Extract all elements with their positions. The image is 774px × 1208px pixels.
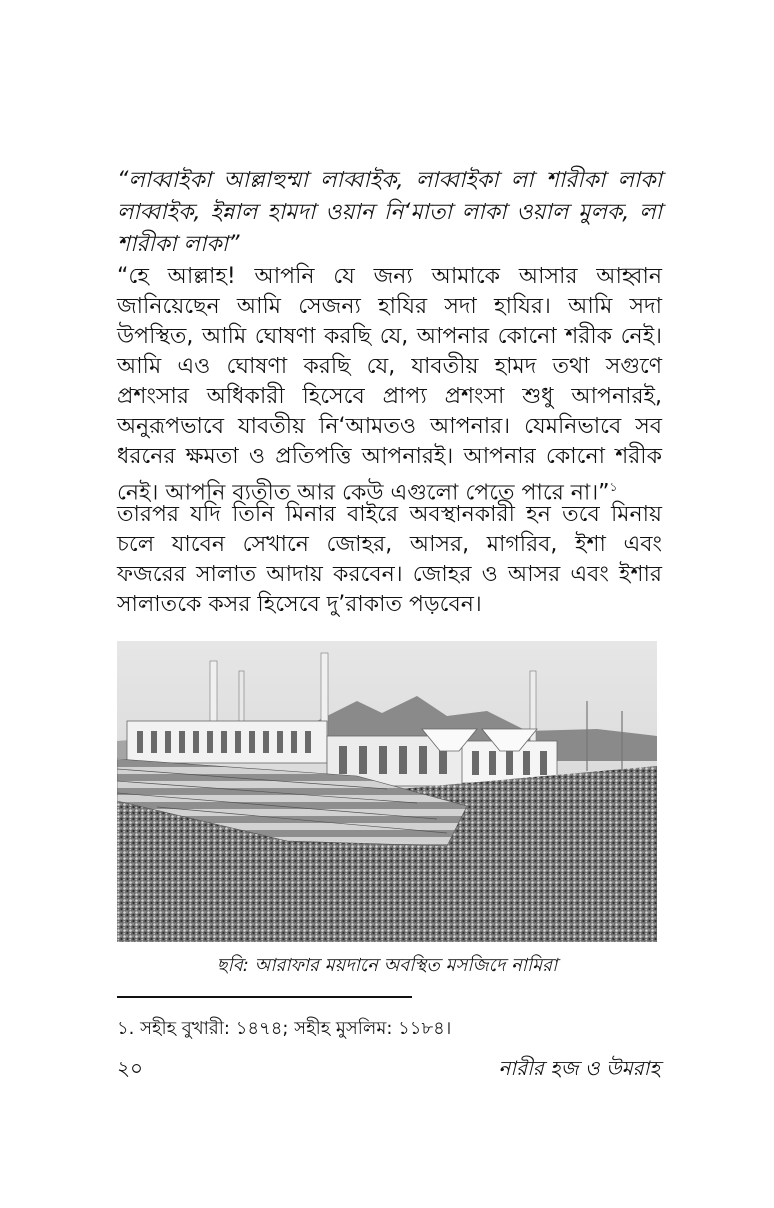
running-title: নারীর হজ ও উমরাহ: [498, 1056, 660, 1080]
photo-caption: ছবি: আরাফার ময়দানে অবস্থিত মসজিদে নামিরা: [216, 955, 558, 976]
page-number: ২০: [117, 1056, 144, 1080]
mosque-photo: [117, 641, 657, 942]
footnote-reference: ১: [609, 480, 618, 494]
footnote: ১. সহীহ বুখারী: ১৪৭৪; সহীহ মুসলিম: ১১৮৪।: [117, 1018, 452, 1039]
translation-paragraph: [117, 262, 662, 508]
translation-text: “হে আল্লাহ! আপনি যে জন্য আমাকে আসার আহ্বান জানিয়েছেন আমি সেজন্য হাযির সদা হাযির। আমি সদা উপস্থিত, আমি ঘোষণা করছি যে, আপনার কোনো শরীক নেই। আমি এও ঘোষণা করছি যে, যাবতীয় হামদ তথা সগুণে প্রশংসার অধিকারী হিসেবে প্রাপ্য প্রশংসা শুধু আপনারই, অনুরূপভাবে যাবতীয় নি‘আমতও আপনার। যেমনিভাবে সব ধরনের ক্ষমতা ও প্রতিপত্তি আপনারই। আপনার কোনো শরীক নেই। আপনি ব্যতীত আর কেউ এগুলো পেতে পারে না।”: [117, 264, 662, 506]
footnote-divider: [117, 996, 412, 998]
talbiyah-verse: “লাব্বাইকা আল্লাহুম্মা লাব্বাইক, লাব্বাইকা লা শারীকা লাকা লাব্বাইক, ইন্নাল হামদা ওয়ান নি‘মাতা লাকা ওয়াল মুলক, লা শারীকা লাকা”: [117, 168, 662, 257]
body-paragraph: তারপর যদি তিনি মিনার বাইরে অবস্থানকারী হন তবে মিনায় চলে যাবেন সেখানে জোহর, আসর, মাগরিব, ইশা এবং ফজরের সালাত আদায় করবেন। জোহর ও আসর এবং ইশার সালাতকে কসর হিসেবে দু’রাকাত পড়বেন।: [117, 502, 662, 617]
mosque-photo-illustration: [117, 641, 657, 942]
